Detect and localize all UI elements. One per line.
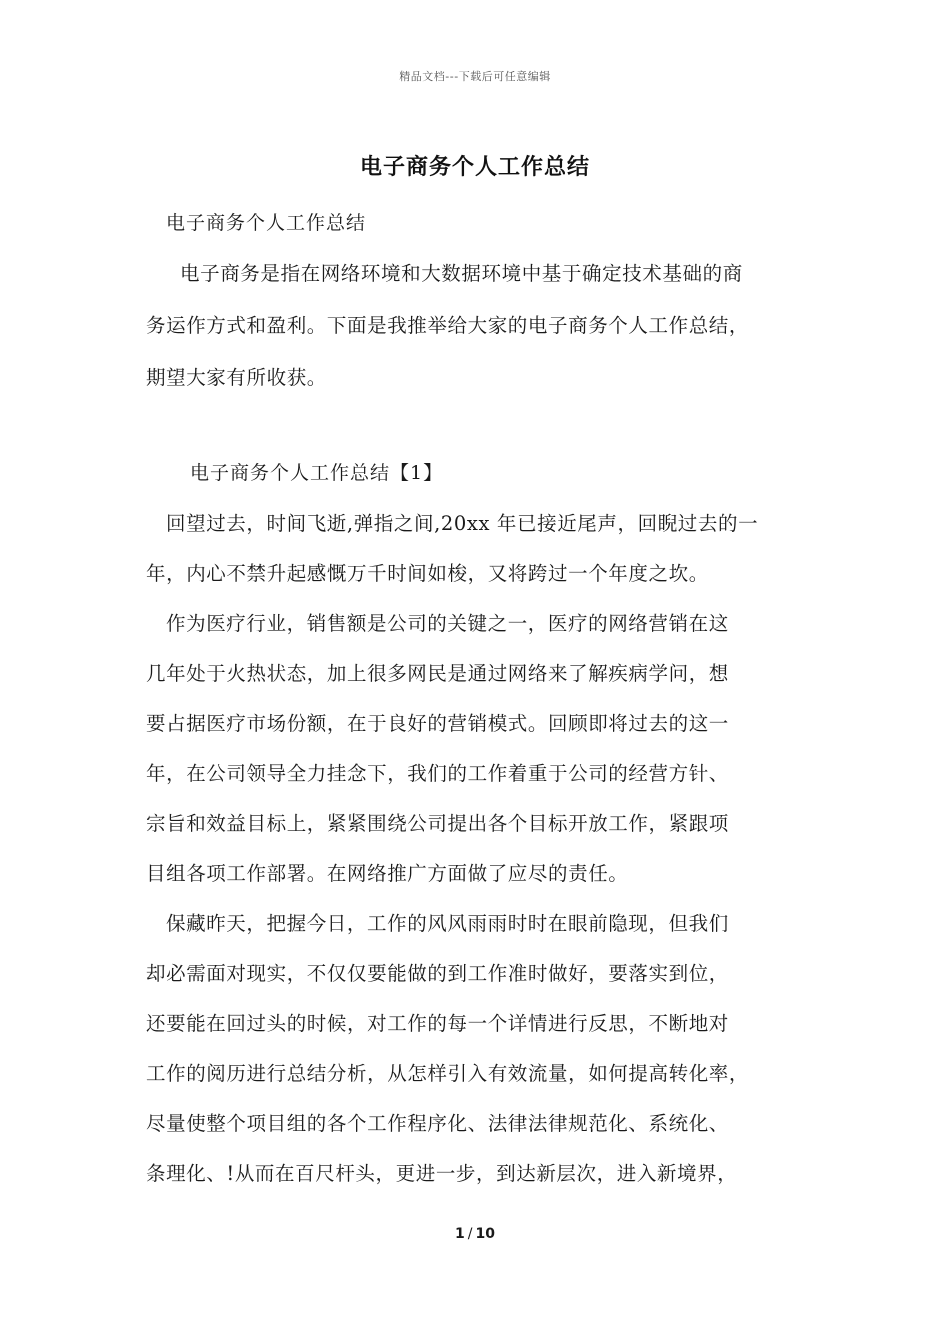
paragraph-line: 还要能在回过头的时候，对工作的每一个详情进行反思，不断地对 xyxy=(146,1012,729,1035)
paragraph-line: 条理化、!从而在百尺杆头，更进一步，到达新层次，进入新境界， xyxy=(146,1162,738,1185)
paragraph-line: 年，内心不禁升起感慨万千时间如梭，又将跨过一个年度之坎。 xyxy=(146,562,709,585)
paragraph-line: 工作的阅历进行总结分析，从怎样引入有效流量，如何提高转化率， xyxy=(146,1062,750,1085)
paragraph-line: 目组各项工作部署。在网络推广方面做了应尽的责任。 xyxy=(146,862,629,885)
paragraph-line: 要占据医疗市场份额，在于良好的营销模式。回顾即将过去的这一 xyxy=(146,712,729,735)
page-number-separator: / xyxy=(467,1226,473,1242)
paragraph-line: 年，在公司领导全力挂念下，我们的工作着重于公司的经营方针、 xyxy=(146,762,729,785)
paragraph-line: 尽量使整个项目组的各个工作程序化、法律法律规范化、系统化、 xyxy=(146,1112,729,1135)
paragraph-line: 作为医疗行业，销售额是公司的关键之一，医疗的网络营销在这 xyxy=(166,612,729,635)
page-number-current: 1 xyxy=(455,1226,465,1242)
section-heading: 电子商务个人工作总结【1】 xyxy=(190,462,444,484)
paragraph-line: 期望大家有所收获。 xyxy=(146,366,327,389)
paragraph-line: 电子商务是指在网络环境和大数据环境中基于确定技术基础的商 xyxy=(180,262,743,285)
paragraph-line: 务运作方式和盈利。下面是我推举给大家的电子商务个人工作总结， xyxy=(146,314,750,337)
page-number-total: 10 xyxy=(475,1226,495,1242)
paragraph-line: 回望过去，时间飞逝,弹指之间,20xx 年已接近尾声，回睨过去的一 xyxy=(166,512,759,535)
paragraph-line: 几年处于火热状态，加上很多网民是通过网络来了解疾病学问，想 xyxy=(146,662,729,685)
header-note: 精品文档---下载后可任意编辑 xyxy=(399,70,551,83)
document-subtitle: 电子商务个人工作总结 xyxy=(166,212,367,234)
document-title: 电子商务个人工作总结 xyxy=(359,154,590,180)
page-number xyxy=(0,1226,950,1242)
paragraph-line: 保藏昨天，把握今日，工作的风风雨雨时时在眼前隐现，但我们 xyxy=(166,912,729,935)
paragraph-line: 却必需面对现实，不仅仅要能做的到工作准时做好，要落实到位， xyxy=(146,962,729,985)
paragraph-line: 宗旨和效益目标上，紧紧围绕公司提出各个目标开放工作，紧跟项 xyxy=(146,812,729,835)
